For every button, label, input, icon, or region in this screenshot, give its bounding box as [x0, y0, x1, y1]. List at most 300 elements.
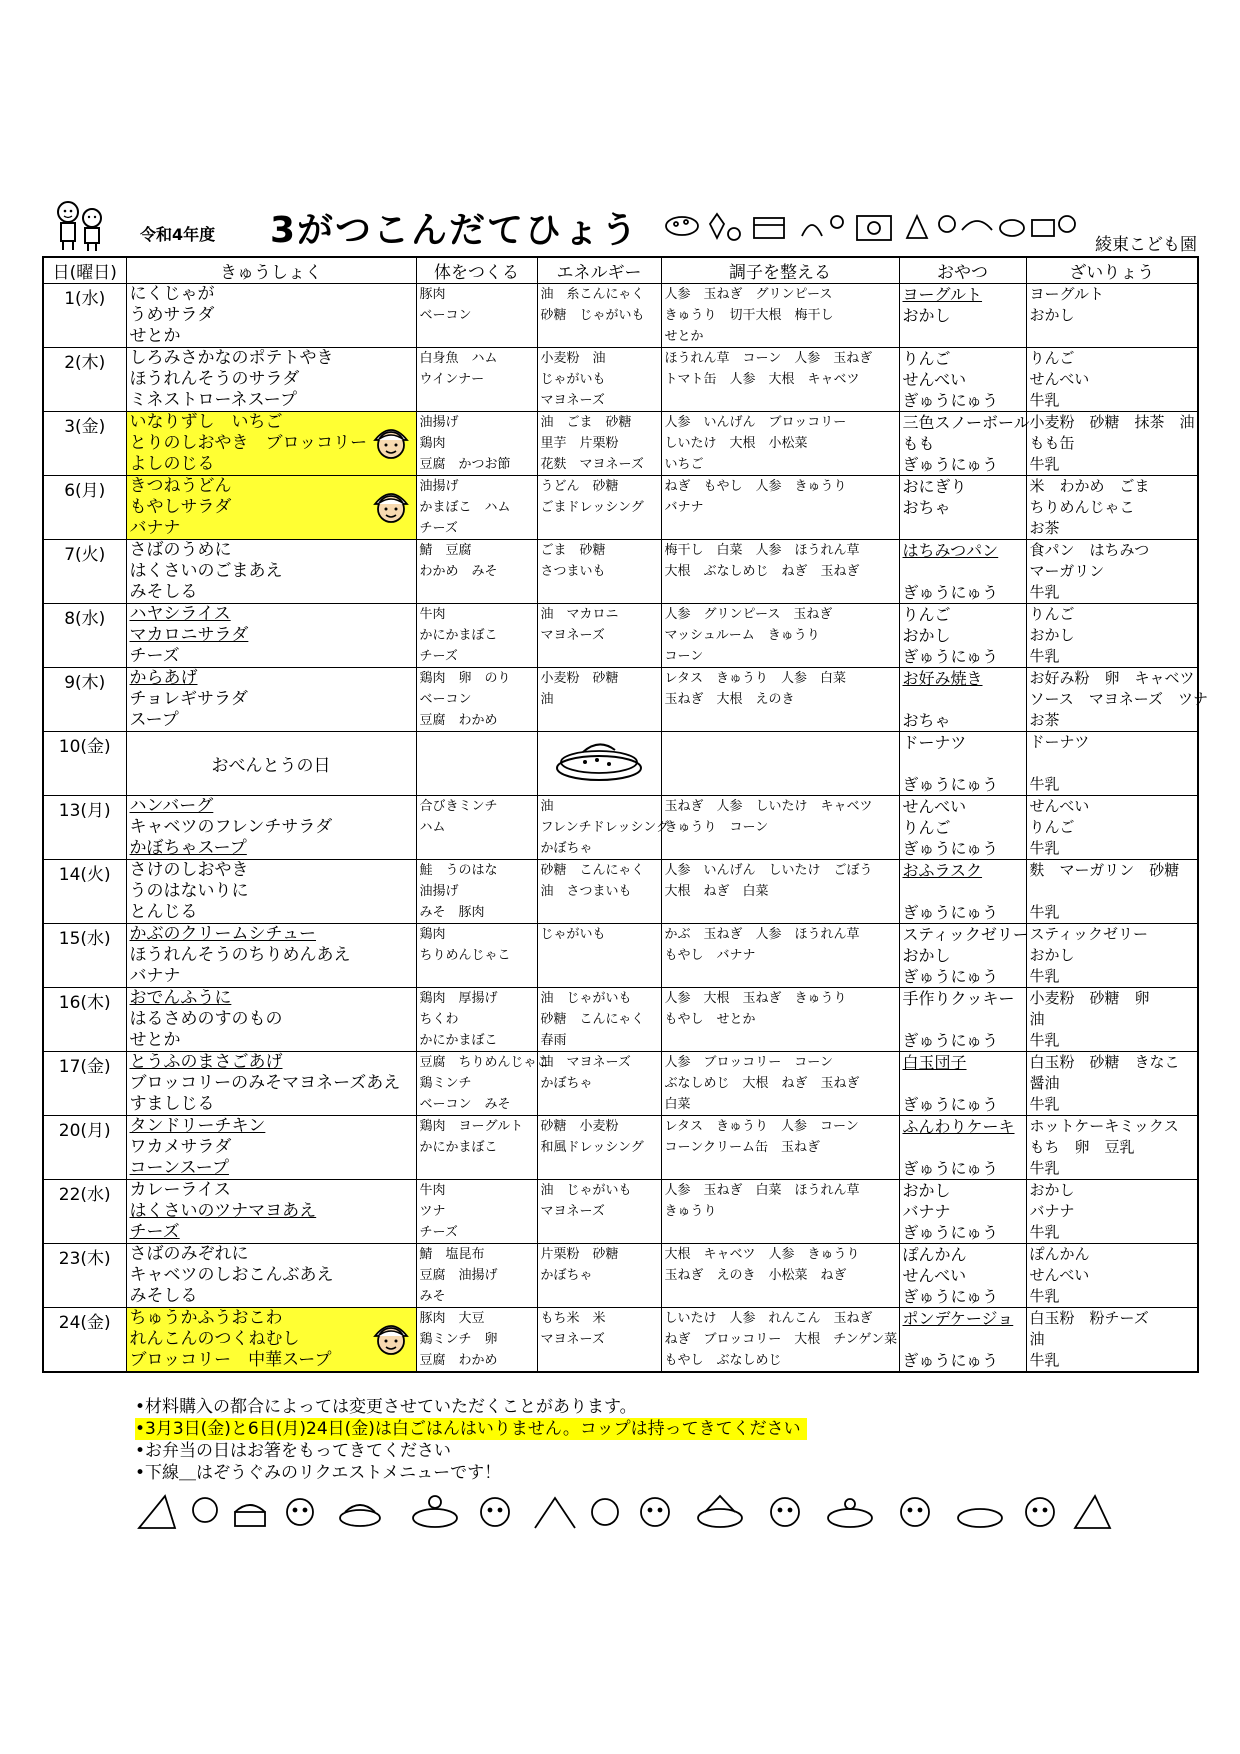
cell-line: ぎゅうにゅう	[902, 903, 999, 922]
body-cell	[416, 476, 537, 540]
col-header-day: 日(曜日)	[43, 257, 126, 284]
snack-cell	[899, 604, 1026, 668]
cell-line: 牛乳	[1029, 583, 1060, 601]
cell-line: ねぎ ブロッコリー 大根 チンゲン菜	[664, 1332, 898, 1347]
tone-cell	[661, 604, 899, 668]
cell-line	[420, 1158, 534, 1179]
ingredients-cell	[1026, 540, 1198, 604]
cell-line: ソース マヨネーズ ツナ	[1029, 690, 1209, 708]
cell-line	[541, 902, 658, 923]
cell-line: 牛肉	[419, 1183, 446, 1198]
cell-line: せんべい	[1029, 370, 1090, 388]
ingredients-cell	[1026, 1244, 1198, 1308]
cell-line: 春雨	[540, 1033, 567, 1048]
cell-line: 鶏肉	[419, 927, 446, 942]
cell-line: 油 じゃがいも	[540, 991, 632, 1006]
note-line	[135, 1462, 807, 1484]
cell-line: 豆腐 わかめ	[419, 1353, 498, 1368]
day-cell: 2(木)	[43, 348, 126, 412]
cell-line	[541, 966, 658, 987]
day-cell: 16(木)	[43, 988, 126, 1052]
cell-line: 油	[540, 692, 554, 707]
cell-line: マヨネーズ	[540, 1204, 605, 1219]
cell-line	[903, 1137, 1023, 1158]
cell-line: 牛乳	[1029, 903, 1060, 921]
tone-cell	[661, 1052, 899, 1116]
cell-line: 豚肉 大豆	[419, 1311, 485, 1326]
child-face-icon	[372, 488, 410, 524]
cell-line: トマト缶 人参 大根 キャベツ	[664, 372, 860, 387]
table-row	[43, 284, 1198, 348]
cell-line: ミネストローネスープ	[129, 390, 297, 410]
cell-line: ちくわ	[419, 1012, 459, 1027]
cell-line: 白身魚 ハム	[419, 351, 498, 366]
cell-line: 油	[1029, 1010, 1045, 1028]
cell-line	[541, 646, 658, 667]
energy-cell	[537, 732, 661, 796]
cell-line: ウインナー	[419, 372, 485, 387]
energy-cell	[537, 668, 661, 732]
tone-cell	[661, 348, 899, 412]
cell-line: かにかまぼこ	[419, 1140, 498, 1155]
note-text: •3月3日(金)と6日(月)24日(金)は白ごはんはいりません。コップは持ってきてください	[135, 1418, 807, 1440]
cell-line: いちご	[664, 457, 704, 472]
cell-line: 牛乳	[1029, 1351, 1060, 1369]
cell-line: 手作りクッキー	[902, 989, 1015, 1008]
cell-line: コーン	[664, 649, 704, 664]
cell-line	[541, 945, 658, 966]
cell-line: 鶏肉 厚揚げ	[419, 991, 498, 1006]
lunch-cell	[126, 1052, 416, 1116]
snack-cell	[899, 668, 1026, 732]
cell-line	[541, 1286, 658, 1307]
cell-line	[903, 561, 1023, 582]
table-row	[43, 924, 1198, 988]
cell-line: カレーライス	[129, 1180, 231, 1200]
cell-line: ぎゅうにゅう	[902, 775, 999, 794]
cell-line	[903, 326, 1023, 347]
cell-line: いなりずし いちご	[129, 412, 283, 432]
note-text: •下線＿はぞうぐみのリクエストメニューです！	[135, 1463, 502, 1483]
ingredients-cell	[1026, 1308, 1198, 1373]
day-cell: 8(水)	[43, 604, 126, 668]
cell-line: 砂糖 じゃがいも	[540, 308, 645, 323]
cell-line: ハヤシライス	[129, 604, 231, 624]
tone-cell	[661, 860, 899, 924]
body-cell	[416, 860, 537, 924]
header	[42, 198, 1197, 256]
fiscal-year-label: 令和4年度	[140, 225, 216, 244]
cell-line	[665, 518, 896, 539]
cell-line	[665, 838, 896, 859]
energy-cell	[537, 476, 661, 540]
cell-line	[420, 838, 534, 859]
cell-line: りんご	[902, 605, 951, 624]
ingredients-cell	[1026, 668, 1209, 732]
cell-line: 大根 ぶなしめじ ねぎ 玉ねぎ	[664, 564, 860, 579]
lunch-cell	[126, 540, 416, 604]
cell-line: せとか	[129, 1030, 181, 1050]
cell-line: ぶなしめじ 大根 ねぎ 玉ねぎ	[664, 1076, 860, 1091]
cell-line: ぎゅうにゅう	[902, 1095, 999, 1114]
cell-line: バナナ	[1029, 1202, 1075, 1220]
cell-line: 牛乳	[1029, 1159, 1060, 1177]
cell-line: 油揚げ	[419, 884, 459, 899]
cell-line: スープ	[129, 710, 179, 730]
snack-cell	[899, 540, 1026, 604]
cell-line: せんべい	[902, 1266, 967, 1285]
ingredients-cell	[1026, 732, 1198, 796]
cell-line: さばのみぞれに	[129, 1244, 249, 1264]
page-title: 3がつこんだてひょう	[270, 210, 640, 251]
cell-line: かぶのクリームシチュー	[129, 924, 316, 944]
cell-line: すましじる	[129, 1094, 215, 1114]
cell-line	[420, 326, 534, 347]
cell-line: 大根 ねぎ 白菜	[664, 884, 769, 899]
cell-line: 鶏肉	[419, 436, 446, 451]
lunch-cell	[126, 476, 416, 540]
cell-line	[903, 753, 1023, 774]
cell-line: おかし	[902, 1181, 951, 1200]
cell-line: からあげ	[129, 668, 198, 688]
tone-cell	[661, 1180, 899, 1244]
table-row	[43, 1052, 1198, 1116]
col-header-tone: 調子を整える	[661, 257, 899, 284]
menu-table	[42, 256, 1209, 1373]
cell-line: マーガリン	[1029, 562, 1105, 580]
cell-line	[541, 518, 658, 539]
table-row	[43, 988, 1198, 1052]
cell-line: ごまドレッシング	[540, 500, 644, 515]
child-face-icon	[372, 1320, 410, 1356]
cell-line: かにかまぼこ	[419, 1033, 498, 1048]
cell-line: さけのしおやき	[129, 860, 249, 880]
table-row	[43, 732, 1198, 796]
cell-line: 里芋 片栗粉	[540, 436, 619, 451]
cell-line: ごま 砂糖	[540, 543, 606, 558]
cell-line	[541, 710, 658, 731]
cell-line: バナナ	[902, 1202, 951, 1221]
energy-cell	[537, 1052, 661, 1116]
cell-line: ベーコン みそ	[419, 1097, 511, 1112]
cell-line: 牛乳	[1029, 391, 1060, 409]
cell-line	[541, 1158, 658, 1179]
cell-line: ドーナツ	[1029, 733, 1090, 751]
cell-line: バナナ	[664, 500, 704, 515]
table-row	[43, 1180, 1198, 1244]
cell-line: うめサラダ	[129, 305, 215, 325]
cell-line: 油	[1029, 1330, 1045, 1348]
cell-line: スティックゼリー	[902, 925, 1029, 944]
cell-line: ブロッコリー 中華スープ	[129, 1350, 332, 1370]
cell-line: ポンデケージョ	[902, 1309, 1014, 1328]
cell-line: ちゅうかふうおこわ	[129, 1308, 283, 1328]
cell-line: ドーナツ	[902, 733, 967, 752]
col-header-energy: エネルギー	[537, 257, 661, 284]
school-name: 綾東こども園	[1095, 235, 1197, 255]
cell-line	[541, 326, 658, 347]
cell-line: とうふのまさごあげ	[129, 1052, 283, 1072]
snack-cell	[899, 860, 1026, 924]
snack-cell	[899, 284, 1026, 348]
cell-line: 三色スノーボール	[902, 413, 1030, 432]
energy-cell	[537, 988, 661, 1052]
day-cell: 13(月)	[43, 796, 126, 860]
energy-cell	[537, 412, 661, 476]
cell-line: 油 じゃがいも	[540, 1183, 632, 1198]
tone-cell	[661, 732, 899, 796]
cell-line: きゅうり コーン	[664, 820, 769, 835]
cell-line: ぎゅうにゅう	[902, 1223, 999, 1242]
cell-line: しいたけ 人参 れんこん 玉ねぎ	[664, 1311, 873, 1326]
cell-line: 人参 いんげん しいたけ ごぼう	[664, 863, 873, 878]
cell-line: 人参 玉ねぎ グリンピース	[664, 287, 833, 302]
cell-line: ぎゅうにゅう	[902, 839, 999, 858]
cell-line: ほうれんそうのサラダ	[129, 369, 300, 389]
cell-line: 人参 ブロッコリー コーン	[664, 1055, 833, 1070]
day-cell: 6(月)	[43, 476, 126, 540]
lunchbox-icon	[553, 738, 645, 782]
snack-cell	[899, 1308, 1026, 1373]
cell-line: マヨネーズ	[540, 393, 605, 408]
children-illustration-icon	[50, 198, 110, 254]
snack-cell	[899, 476, 1026, 540]
energy-cell	[537, 540, 661, 604]
cell-line	[903, 881, 1023, 902]
cell-line: うどん 砂糖	[540, 479, 619, 494]
cell-line: かまぼこ ハム	[419, 500, 511, 515]
cell-line: みそしる	[129, 582, 198, 602]
cell-line: 米 わかめ ごま	[1029, 477, 1150, 495]
tone-cell	[661, 924, 899, 988]
cell-line: 牛乳	[1029, 1095, 1060, 1113]
note-line	[135, 1440, 807, 1462]
cell-line: おかし	[902, 626, 951, 645]
lunch-cell	[126, 1308, 416, 1373]
cell-line: りんご	[1029, 605, 1075, 623]
cell-line: 牛乳	[1029, 1287, 1060, 1305]
ingredients-cell	[1026, 284, 1198, 348]
cell-line: ちりめんじゃこ	[1029, 498, 1135, 516]
notes	[135, 1396, 807, 1484]
cell-line: ぎゅうにゅう	[902, 647, 999, 666]
cell-line: バナナ	[129, 518, 181, 538]
cell-line: マヨネーズ	[540, 628, 605, 643]
cell-line: 玉ねぎ 大根 えのき	[664, 692, 795, 707]
table-row	[43, 1116, 1198, 1180]
cell-line: はくさいのツナマヨあえ	[129, 1201, 317, 1221]
snack-cell	[899, 924, 1029, 988]
cell-line: ハム	[419, 820, 446, 835]
ingredients-cell	[1026, 348, 1198, 412]
cell-line: おかし	[902, 306, 951, 325]
cell-line: もも	[902, 434, 935, 453]
cell-line: ぎゅうにゅう	[902, 1287, 999, 1306]
cell-line: お茶	[1029, 519, 1060, 537]
tone-cell	[661, 796, 899, 860]
day-cell: 17(金)	[43, 1052, 126, 1116]
body-cell	[416, 1244, 537, 1308]
cell-line: せとか	[129, 326, 181, 346]
cell-line: 牛乳	[1029, 1223, 1060, 1241]
cell-line: 油 さつまいも	[540, 884, 632, 899]
cell-line: りんご	[902, 349, 951, 368]
cell-line	[665, 710, 896, 731]
note-line	[135, 1396, 807, 1418]
cell-line: とんじる	[129, 902, 198, 922]
cell-line: おにぎり	[902, 477, 967, 496]
cell-line: もち 卵 豆乳	[1029, 1138, 1135, 1156]
day-cell: 22(水)	[43, 1180, 126, 1244]
cell-line: 玉ねぎ えのき 小松菜 ねぎ	[664, 1268, 847, 1283]
lunch-cell	[126, 1244, 416, 1308]
cell-line: レタス きゅうり 人参 白菜	[664, 671, 846, 686]
cell-line: 和風ドレッシング	[540, 1140, 644, 1155]
note-text: •お弁当の日はお箸をもってきてください	[135, 1441, 452, 1461]
lunch-cell	[126, 924, 416, 988]
cell-line: マカロニサラダ	[129, 625, 249, 645]
cell-line: ぎゅうにゅう	[902, 455, 999, 474]
cell-line	[420, 390, 534, 411]
table-row	[43, 668, 1198, 732]
cell-line	[1030, 326, 1195, 347]
cell-line: かぶ 玉ねぎ 人参 ほうれん草	[664, 927, 860, 942]
cell-line	[541, 1094, 658, 1115]
col-header-ingredients: ざいりょう	[1026, 257, 1198, 284]
menu-body	[43, 284, 1209, 1373]
children-food-illustrations-icon	[135, 1488, 1115, 1536]
cell-line: おでんふうに	[129, 988, 232, 1008]
cell-line	[903, 518, 1023, 539]
cell-line: もやし せとか	[664, 1012, 756, 1027]
cell-line: 砂糖 小麦粉	[540, 1119, 619, 1134]
cell-line	[665, 390, 896, 411]
cell-line: フレンチドレッシング	[540, 820, 669, 835]
cell-line: りんご	[1029, 818, 1075, 836]
cell-line: キャベツのしおこんぶあえ	[129, 1265, 334, 1285]
cell-line: かぼちゃ	[540, 1076, 593, 1091]
cell-line: ヨーグルト	[1029, 285, 1105, 303]
cell-line: かぼちゃ	[540, 1268, 593, 1283]
body-cell	[416, 412, 537, 476]
cell-line: 鶏ミンチ 卵	[419, 1332, 498, 1347]
cell-line: 砂糖 こんにゃく	[540, 863, 645, 878]
cell-line: ぎゅうにゅう	[902, 1351, 999, 1370]
tone-cell	[661, 1244, 899, 1308]
cell-line: ふんわりケーキ	[902, 1117, 1015, 1136]
cell-line: おかし	[902, 946, 951, 965]
cell-line: ぎゅうにゅう	[902, 967, 999, 986]
energy-cell	[537, 1244, 661, 1308]
cell-line: 人参 大根 玉ねぎ きゅうり	[664, 991, 847, 1006]
cell-line: チーズ	[419, 521, 458, 536]
cell-line: もやしサラダ	[129, 497, 232, 517]
body-cell	[416, 1052, 550, 1116]
child-face-icon	[372, 424, 410, 460]
cell-line	[665, 1030, 896, 1051]
table-row	[43, 1244, 1198, 1308]
tone-cell	[661, 412, 899, 476]
cell-line: バナナ	[129, 966, 181, 986]
cell-line: 牛乳	[1029, 455, 1060, 473]
cell-line: 牛乳	[1029, 839, 1060, 857]
cell-line: チョレギサラダ	[129, 689, 248, 709]
cell-line	[665, 966, 896, 987]
lunch-cell	[126, 604, 416, 668]
cell-line: ぎゅうにゅう	[902, 583, 999, 602]
lunch-cell	[126, 796, 416, 860]
cell-line: コーンスープ	[129, 1158, 229, 1178]
cell-line: わかめ みそ	[419, 564, 498, 579]
day-cell: 3(金)	[43, 412, 126, 476]
cell-line: せんべい	[902, 797, 967, 816]
cell-line: マヨネーズ	[540, 1332, 605, 1347]
cell-line: みそしる	[129, 1286, 198, 1306]
cell-line: じゃがいも	[540, 372, 606, 387]
cell-line: 油揚げ	[419, 479, 459, 494]
snack-cell	[899, 1180, 1026, 1244]
cell-line: ツナ	[419, 1204, 446, 1219]
lunch-cell	[126, 1180, 416, 1244]
cell-line: うのはないりに	[129, 881, 249, 901]
tone-cell	[661, 988, 899, 1052]
body-cell	[416, 348, 537, 412]
cell-line: 小麦粉 油	[540, 351, 606, 366]
cell-line: ねぎ もやし 人参 きゅうり	[664, 479, 847, 494]
cell-line: よしのじる	[129, 454, 215, 474]
cell-line: おちゃ	[902, 498, 951, 517]
tone-cell	[661, 540, 899, 604]
cell-line: チーズ	[129, 646, 180, 666]
col-header-lunch: きゅうしょく	[126, 257, 416, 284]
tone-cell	[661, 476, 899, 540]
ingredients-cell	[1026, 796, 1198, 860]
ingredients-cell	[1026, 860, 1198, 924]
cell-line: 小麦粉 砂糖 卵	[1029, 989, 1150, 1007]
cell-line: ちりめんじゃこ	[419, 948, 511, 963]
header-row	[43, 257, 1198, 284]
cell-line: ベーコン	[419, 692, 472, 707]
cell-line	[1030, 753, 1195, 774]
note-text: •材料購入の都合によっては変更させていただくことがあります。	[135, 1397, 637, 1417]
lunch-cell	[126, 668, 416, 732]
cell-line: もやし ぶなしめじ	[664, 1353, 782, 1368]
cell-line: さばのうめに	[129, 540, 232, 560]
cell-line: お好み焼き	[902, 669, 983, 688]
cell-line: 人参 玉ねぎ 白菜 ほうれん草	[664, 1183, 860, 1198]
cell-line: 油 糸こんにゃく	[540, 287, 645, 302]
cell-line: はちみつパン	[902, 541, 999, 560]
ingredients-cell	[1026, 1180, 1198, 1244]
cell-line: 砂糖 こんにゃく	[540, 1012, 645, 1027]
table-row	[43, 476, 1198, 540]
energy-cell	[537, 796, 669, 860]
cell-line	[665, 1286, 896, 1307]
cell-line: きゅうり	[664, 1204, 717, 1219]
energy-cell	[537, 924, 661, 988]
cell-line: 白玉団子	[902, 1053, 967, 1072]
cell-line: 鮭 うのはな	[419, 863, 498, 878]
cell-line: もやし バナナ	[664, 948, 756, 963]
cell-line: 牛乳	[1029, 967, 1060, 985]
snack-cell	[899, 1244, 1026, 1308]
table-row	[43, 348, 1198, 412]
table-row	[43, 1308, 1198, 1373]
snack-cell	[899, 348, 1026, 412]
day-cell: 10(金)	[43, 732, 126, 796]
day-cell: 15(水)	[43, 924, 126, 988]
cell-line: ヨーグルト	[902, 285, 983, 304]
